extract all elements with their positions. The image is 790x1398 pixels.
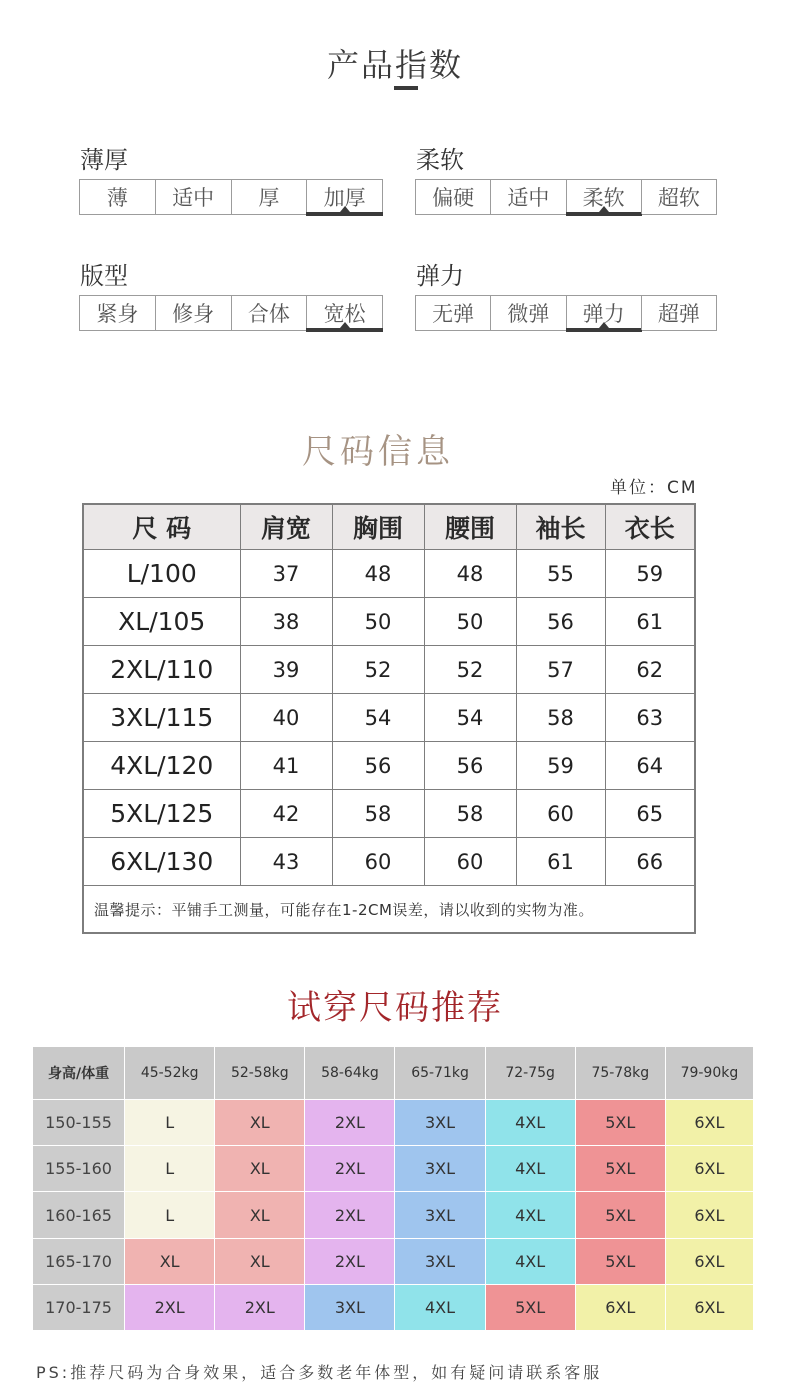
scale-option: 超弹 (641, 296, 716, 330)
size-header-cell: 尺 码 (83, 504, 240, 550)
scale-option: 合体 (231, 296, 307, 330)
height-label: 170-175 (33, 1285, 124, 1330)
thickness-scale (79, 179, 383, 215)
size-cell: 60 (424, 838, 516, 886)
weight-header: 75-78kg (576, 1047, 665, 1099)
size-cell: 58 (332, 790, 424, 838)
recommended-size-cell: 2XL (125, 1285, 214, 1330)
size-cell: 52 (424, 646, 516, 694)
table-row (83, 646, 695, 694)
size-cell: 59 (605, 550, 695, 598)
recommended-size-cell: XL (125, 1239, 214, 1284)
scale-option-selected: 加厚 (306, 180, 382, 214)
recommended-size-cell: 5XL (576, 1239, 665, 1284)
size-cell: 41 (240, 742, 332, 790)
size-cell: 56 (332, 742, 424, 790)
table-row (83, 598, 695, 646)
recommended-size-cell: 2XL (305, 1192, 394, 1237)
scale-option: 适中 (490, 180, 565, 214)
measurement-note: 温馨提示：平铺手工测量，可能存在1-2CM误差，请以收到的实物为准。 (83, 886, 695, 934)
size-cell: 58 (424, 790, 516, 838)
recommended-size-cell: 4XL (486, 1192, 575, 1237)
size-cell: 56 (516, 598, 605, 646)
recommendation-footnote: PS:推荐尺码为合身效果，适合多数老年体型，如有疑问请联系客服 (36, 1363, 603, 1382)
recommended-size-cell: 6XL (666, 1146, 753, 1191)
size-cell: 50 (332, 598, 424, 646)
recommended-size-cell: 2XL (305, 1239, 394, 1284)
recommendation-grid (33, 1047, 753, 1330)
recommended-size-cell: 4XL (486, 1146, 575, 1191)
recommended-size-cell: 6XL (576, 1285, 665, 1330)
size-cell: 50 (424, 598, 516, 646)
height-weight-header: 身高/体重 (33, 1047, 124, 1099)
weight-header: 72-75g (486, 1047, 575, 1099)
size-cell: 43 (240, 838, 332, 886)
size-cell: 58 (516, 694, 605, 742)
recommended-size-cell: 5XL (576, 1100, 665, 1145)
weight-header: 65-71kg (395, 1047, 484, 1099)
size-info-title: 尺码信息 (302, 432, 454, 472)
attr-label-thickness: 薄厚 (80, 146, 128, 174)
size-cell: 2XL/110 (83, 646, 240, 694)
scale-option: 微弹 (490, 296, 565, 330)
table-row (83, 694, 695, 742)
recommended-size-cell: XL (215, 1100, 304, 1145)
size-cell: 54 (424, 694, 516, 742)
title-underline (394, 86, 418, 90)
scale-option: 紧身 (96, 302, 139, 326)
size-cell: 4XL/120 (83, 742, 240, 790)
size-cell: 65 (605, 790, 695, 838)
scale-option: 薄 (106, 186, 128, 210)
size-cell: 52 (332, 646, 424, 694)
scale-option: 无弹 (432, 302, 475, 326)
recommended-size-cell: 5XL (486, 1285, 575, 1330)
unit-label: 单位：CM (610, 478, 698, 498)
size-cell: 40 (240, 694, 332, 742)
recommended-size-cell: 3XL (395, 1239, 484, 1284)
scale-option-selected: 宽松 (306, 296, 382, 330)
size-cell: 54 (332, 694, 424, 742)
scale-option: 修身 (155, 296, 231, 330)
height-label: 155-160 (33, 1146, 124, 1191)
weight-header: 52-58kg (215, 1047, 304, 1099)
recommended-size-cell: L (125, 1192, 214, 1237)
weight-header: 79-90kg (666, 1047, 753, 1099)
recommended-size-cell: XL (215, 1192, 304, 1237)
size-cell: 64 (605, 742, 695, 790)
size-header-cell: 肩宽 (240, 504, 332, 550)
scale-option: 厚 (231, 180, 307, 214)
recommended-size-cell: L (125, 1146, 214, 1191)
recommended-size-cell: XL (215, 1239, 304, 1284)
recommended-size-cell: L (125, 1100, 214, 1145)
size-cell: 5XL/125 (83, 790, 240, 838)
attr-label-fit: 版型 (80, 262, 128, 290)
size-header-cell: 袖长 (516, 504, 605, 550)
recommended-size-cell: 4XL (395, 1285, 484, 1330)
recommended-size-cell: 5XL (576, 1146, 665, 1191)
size-cell: 48 (332, 550, 424, 598)
recommended-size-cell: 3XL (395, 1100, 484, 1145)
recommendation-title: 试穿尺码推荐 (287, 988, 503, 1028)
recommended-size-cell: 2XL (305, 1100, 394, 1145)
recommended-size-cell: 2XL (305, 1146, 394, 1191)
size-cell: L/100 (83, 550, 240, 598)
recommended-size-cell: 4XL (486, 1239, 575, 1284)
size-table (82, 503, 696, 934)
fit-scale (79, 295, 383, 331)
size-cell: 61 (605, 598, 695, 646)
recommended-size-cell: 6XL (666, 1285, 753, 1330)
height-label: 150-155 (33, 1100, 124, 1145)
height-label: 165-170 (33, 1239, 124, 1284)
product-index-title: 产品指数 (326, 46, 463, 84)
size-table-header (83, 504, 695, 550)
weight-header: 45-52kg (125, 1047, 214, 1099)
recommended-size-cell: 6XL (666, 1192, 753, 1237)
attr-label-softness: 柔软 (416, 146, 464, 174)
size-cell: 63 (605, 694, 695, 742)
recommended-size-cell: 4XL (486, 1100, 575, 1145)
recommended-size-cell: 6XL (666, 1239, 753, 1284)
size-cell: 37 (240, 550, 332, 598)
scale-option-selected: 柔软 (566, 180, 641, 214)
scale-option-selected: 弹力 (566, 296, 641, 330)
size-cell: 61 (516, 838, 605, 886)
recommended-size-cell: 3XL (395, 1192, 484, 1237)
height-label: 160-165 (33, 1192, 124, 1237)
scale-option: 适中 (155, 180, 231, 214)
size-cell: 60 (516, 790, 605, 838)
size-cell: 39 (240, 646, 332, 694)
recommended-size-cell: XL (215, 1146, 304, 1191)
recommended-size-cell: 6XL (666, 1100, 753, 1145)
size-cell: 59 (516, 742, 605, 790)
size-header-cell: 衣长 (605, 504, 695, 550)
size-cell: 56 (424, 742, 516, 790)
table-row (83, 550, 695, 598)
elasticity-scale (415, 295, 717, 331)
size-cell: XL/105 (83, 598, 240, 646)
recommended-size-cell: 3XL (305, 1285, 394, 1330)
scale-option: 超软 (641, 180, 716, 214)
table-row (83, 790, 695, 838)
size-header-cell: 腰围 (424, 504, 516, 550)
size-cell: 48 (424, 550, 516, 598)
recommended-size-cell: 2XL (215, 1285, 304, 1330)
softness-scale (415, 179, 717, 215)
size-cell: 60 (332, 838, 424, 886)
table-row (83, 742, 695, 790)
attr-label-elasticity: 弹力 (416, 262, 464, 290)
size-cell: 62 (605, 646, 695, 694)
size-cell: 57 (516, 646, 605, 694)
size-cell: 38 (240, 598, 332, 646)
size-cell: 6XL/130 (83, 838, 240, 886)
size-cell: 55 (516, 550, 605, 598)
recommended-size-cell: 3XL (395, 1146, 484, 1191)
scale-option: 偏硬 (432, 186, 475, 210)
recommended-size-cell: 5XL (576, 1192, 665, 1237)
weight-header: 58-64kg (305, 1047, 394, 1099)
size-cell: 42 (240, 790, 332, 838)
size-header-cell: 胸围 (332, 504, 424, 550)
size-cell: 3XL/115 (83, 694, 240, 742)
size-cell: 66 (605, 838, 695, 886)
table-row (83, 838, 695, 886)
